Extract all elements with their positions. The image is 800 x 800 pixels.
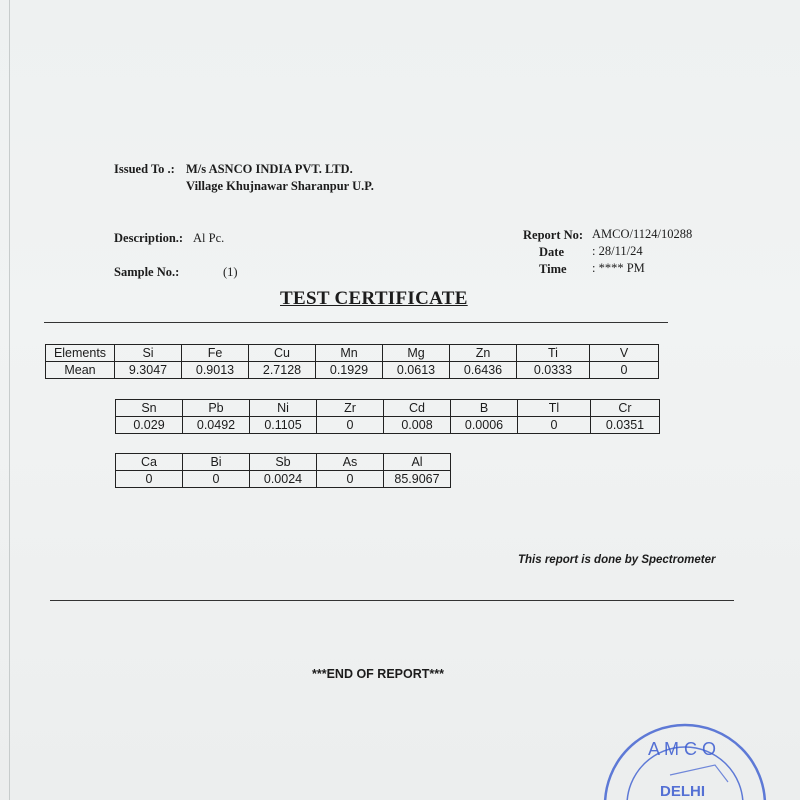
- element-cell: Cu: [249, 345, 316, 362]
- report-no-label: Report No:: [523, 228, 584, 242]
- element-cell: As: [317, 454, 384, 471]
- element-cell: Ti: [517, 345, 590, 362]
- elements-table-1: [45, 344, 659, 379]
- element-cell: Mn: [316, 345, 383, 362]
- value-cell: 0: [183, 471, 250, 488]
- table-row: [116, 400, 660, 417]
- issued-to-address: Village Khujnawar Sharanpur U.P.: [186, 179, 374, 193]
- value-cell: 0: [590, 362, 659, 379]
- issued-to-name: M/s ASNCO INDIA PVT. LTD.: [186, 162, 353, 176]
- value-cell: 0.0333: [517, 362, 590, 379]
- stamp-text-bottom: DELHI: [660, 783, 705, 800]
- element-cell: Sn: [116, 400, 183, 417]
- spectrometer-note: This report is done by Spectrometer: [518, 554, 716, 566]
- page-edge-line: [9, 0, 10, 800]
- row-label-header: Elements: [46, 345, 115, 362]
- title-divider: [44, 322, 668, 323]
- date-label: Date: [539, 245, 564, 259]
- value-cell: 0: [518, 417, 591, 434]
- value-cell: 0.6436: [450, 362, 517, 379]
- report-no-value: AMCO/1124/10288: [592, 227, 693, 241]
- element-cell: Cr: [591, 400, 660, 417]
- element-cell: Zn: [450, 345, 517, 362]
- time-label: Time: [539, 262, 567, 276]
- value-cell: 0.0024: [250, 471, 317, 488]
- footer-divider: [50, 600, 734, 601]
- value-cell: 0: [116, 471, 183, 488]
- value-cell: 0.029: [116, 417, 183, 434]
- issued-to-label: Issued To .:: [114, 162, 175, 176]
- element-cell: Sb: [250, 454, 317, 471]
- element-cell: Ni: [250, 400, 317, 417]
- table-row: [116, 471, 451, 488]
- element-cell: B: [451, 400, 518, 417]
- element-cell: Zr: [317, 400, 384, 417]
- date-value: : 28/11/24: [592, 244, 643, 258]
- row-label-value: Mean: [46, 362, 115, 379]
- value-cell: 0: [317, 471, 384, 488]
- element-cell: Bi: [183, 454, 250, 471]
- amco-stamp-icon: [600, 720, 800, 800]
- value-cell: 0.1105: [250, 417, 317, 434]
- element-cell: Fe: [182, 345, 249, 362]
- value-cell: 0: [317, 417, 384, 434]
- element-cell: Al: [384, 454, 451, 471]
- element-cell: Mg: [383, 345, 450, 362]
- sample-label: Sample No.:: [114, 265, 180, 279]
- certificate-title: TEST CERTIFICATE: [280, 288, 468, 309]
- element-cell: Ca: [116, 454, 183, 471]
- element-cell: Si: [115, 345, 182, 362]
- element-cell: Cd: [384, 400, 451, 417]
- value-cell: 0.008: [384, 417, 451, 434]
- table-row: [46, 362, 659, 379]
- element-cell: V: [590, 345, 659, 362]
- element-cell: Pb: [183, 400, 250, 417]
- value-cell: 2.7128: [249, 362, 316, 379]
- description-value: Al Pc.: [193, 231, 225, 245]
- table-row: [116, 417, 660, 434]
- description-label: Description.:: [114, 231, 184, 245]
- time-value: : **** PM: [592, 261, 645, 275]
- value-cell: 0.0492: [183, 417, 250, 434]
- value-cell: 0.0613: [383, 362, 450, 379]
- value-cell: 9.3047: [115, 362, 182, 379]
- elements-table-3: [115, 453, 451, 488]
- value-cell: 85.9067: [384, 471, 451, 488]
- table-row: [46, 345, 659, 362]
- stamp-text-top: A M C O: [648, 739, 717, 759]
- value-cell: 0.0006: [451, 417, 518, 434]
- element-cell: Tl: [518, 400, 591, 417]
- value-cell: 0.1929: [316, 362, 383, 379]
- sample-value: (1): [223, 265, 238, 279]
- value-cell: 0.0351: [591, 417, 660, 434]
- elements-table-2: [115, 399, 660, 434]
- end-of-report: ***END OF REPORT***: [312, 667, 444, 681]
- value-cell: 0.9013: [182, 362, 249, 379]
- table-row: [116, 454, 451, 471]
